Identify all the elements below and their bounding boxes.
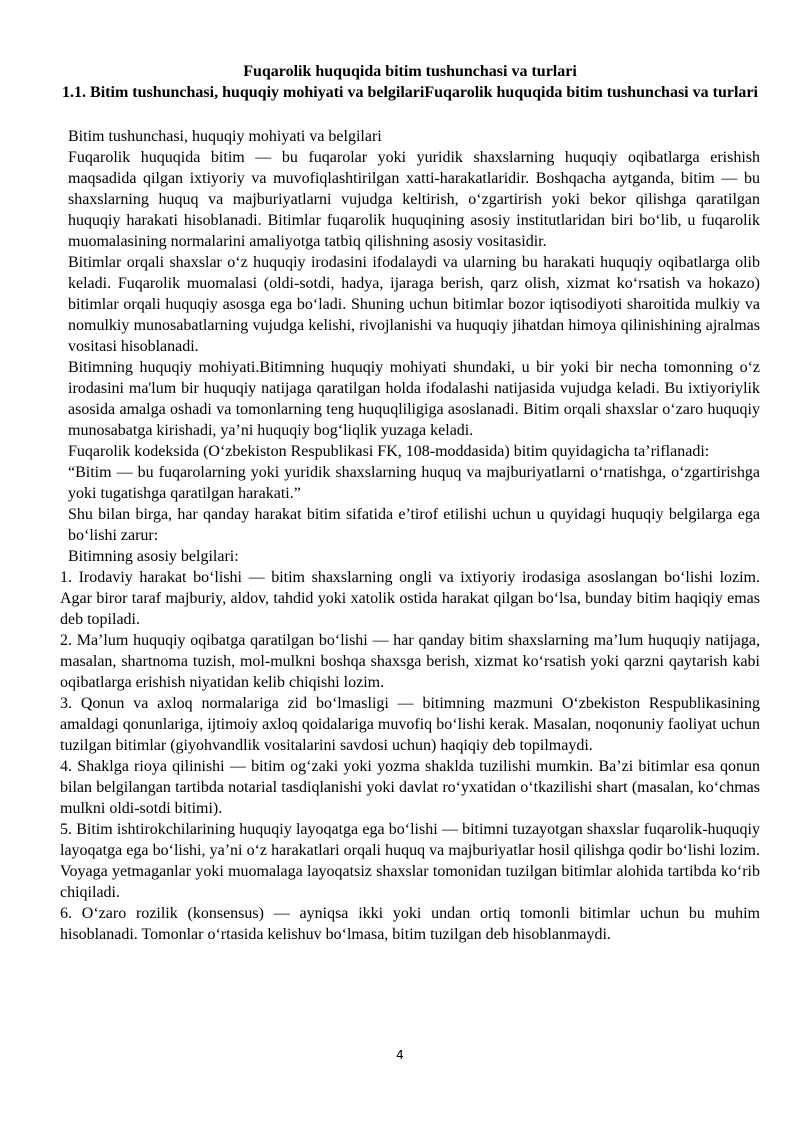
section-title: 1.1. Bitim tushunchasi, huquqiy mohiyati va belgilariFuqarolik huquqida bitim tushunchasi va turlari <box>62 84 758 101</box>
list-item: 2. Ma’lum huquqiy oqibatga qaratilgan bo‘lishi — har qanday bitim shaxslarning ma’lum huquqiy natijaga, masalan, shartnoma tuzish, mol-mulkni boshqa shaxsga berish, xizmat ko‘rsatish yoki qarzni qaytarish kabi oqibatlarga erishish niyatidan kelib chiqishi lozim. <box>60 632 760 691</box>
quote-paragraph: “Bitim — bu fuqarolarning yoki yuridik shaxslarning huquq va majburiyatlarni o‘rnatishga, o‘zgartirishga yoki tugatishga qaratilgan harakati.” <box>68 464 760 502</box>
document-title: Fuqarolik huquqida bitim tushunchasi va turlari <box>243 63 577 80</box>
list-item: 3. Qonun va axloq normalariga zid bo‘lmasligi — bitimning mazmuni O‘zbekiston Respublikasining amaldagi qonunlariga, ijtimoiy axloq qoidalariga muvofiq bo‘lishi kerak. Masalan, noqonuniy faoliyat uchun tuzilgan bitimlar (giyohvandlik vositalarini savdosi uchun) haqiqiy deb topilmaydi. <box>60 695 760 754</box>
paragraph: Shu bilan birga, har qanday harakat bitim sifatida e’tirof etilishi uchun u quyidagi huquqiy belgilarga ega bo‘lishi zarur: <box>68 506 760 544</box>
document-body <box>60 126 760 945</box>
paragraph: Fuqarolik huquqida bitim — bu fuqarolar yoki yuridik shaxslarning huquqiy oqibatlarga erishish maqsadida qilgan ixtiyoriy va muvofiqlashtirilgan xatti-harakatlaridir. Boshqacha aytganda, bitim — bu shaxslarning huquq va majburiyatlarni vujudga keltirish, o‘zgartirish yoki bekor qilishga qaratilgan huquqiy harakati hisoblanadi. Bitimlar fuqarolik huquqining asosiy institutlaridan biri bo‘lib, u fuqarolik muomalasining normalarini amaliyotga tatbiq qilishning asosiy vositasidir. <box>68 149 760 250</box>
paragraph: Fuqarolik kodeksida (O‘zbekiston Respublikasi FK, 108-moddasida) bitim quyidagicha ta’riflanadi: <box>68 443 710 460</box>
list-item: 4. Shaklga rioya qilinishi — bitim og‘zaki yoki yozma shaklda tuzilishi mumkin. Ba’zi bitimlar esa qonun bilan belgilangan tartibda notarial tasdiqlanishi yoki davlat ro‘yxatidan o‘tkazilishi shart (masalan, ko‘chmas mulkni oldi-sotdi bitimi). <box>60 758 760 817</box>
paragraph: Bitim tushunchasi, huquqiy mohiyati va belgilari <box>68 128 382 145</box>
paragraph: Bitimlar orqali shaxslar o‘z huquqiy irodasini ifodalaydi va ularning bu harakati huquqiy oqibatlarga olib keladi. Fuqarolik muomalasi (oldi-sotdi, hadya, ijaraga berish, qarz olish, xizmat ko‘rsatish va hokazo) bitimlar orqali huquqiy asosga ega bo‘ladi. Shuning uchun bitimlar bozor iqtisodiyoti sharoitida mulkiy va nomulkiy munosabatlarning vujudga kelishi, rivojlanishi va huquqiy jihatdan himoya qilinishining ajralmas vositasi hisoblanadi. <box>68 254 760 355</box>
list-item: 5. Bitim ishtirokchilarining huquqiy layoqatga ega bo‘lishi — bitimni tuzayotgan shaxslar fuqarolik-huquqiy layoqatga ega bo‘lishi, ya’ni o‘z harakatlari orqali huquq va majburiyatlar hosil qilishga qodir bo‘lishi lozim. Voyaga yetmaganlar yoki muomalaga layoqatsiz shaxslar tomonidan tuzilgan bitimlar alohida tartibda ko‘rib chiqiladi. <box>60 821 760 901</box>
paragraph: Bitimning huquqiy mohiyati.Bitimning huquqiy mohiyati shundaki, u bir yoki bir necha tomonning o‘z irodasini ma'lum bir huquqiy natijaga qaratilgan holda ifodalashi natijasida vujudga keladi. Bu ixtiyoriylik asosida amalga oshadi va tomonlarning teng huquqliligiga asoslanadi. Bitim orqali shaxslar o‘zaro huquqiy munosabatga kirishadi, ya’ni huquqiy bog‘liqlik yuzaga keladi. <box>68 359 760 439</box>
list-item: 1. Irodaviy harakat bo‘lishi — bitim shaxslarning ongli va ixtiyoriy irodasiga asoslangan bo‘lishi lozim. Agar biror taraf majburiy, aldov, tahdid yoki xatolik ostida harakat qilgan bo‘lsa, bunday bitim haqiqiy emas deb topiladi. <box>60 569 760 628</box>
page-number: 4 <box>396 1048 404 1062</box>
list-heading: Bitimning asosiy belgilari: <box>68 548 239 565</box>
title-block <box>60 61 760 103</box>
list-item: 6. O‘zaro rozilik (konsensus) — ayniqsa ikki yoki undan ortiq tomonli bitimlar uchun bu muhim hisoblanadi. Tomonlar o‘rtasida kelishuv bo‘lmasa, bitim tuzilgan deb hisoblanmaydi. <box>60 905 760 943</box>
